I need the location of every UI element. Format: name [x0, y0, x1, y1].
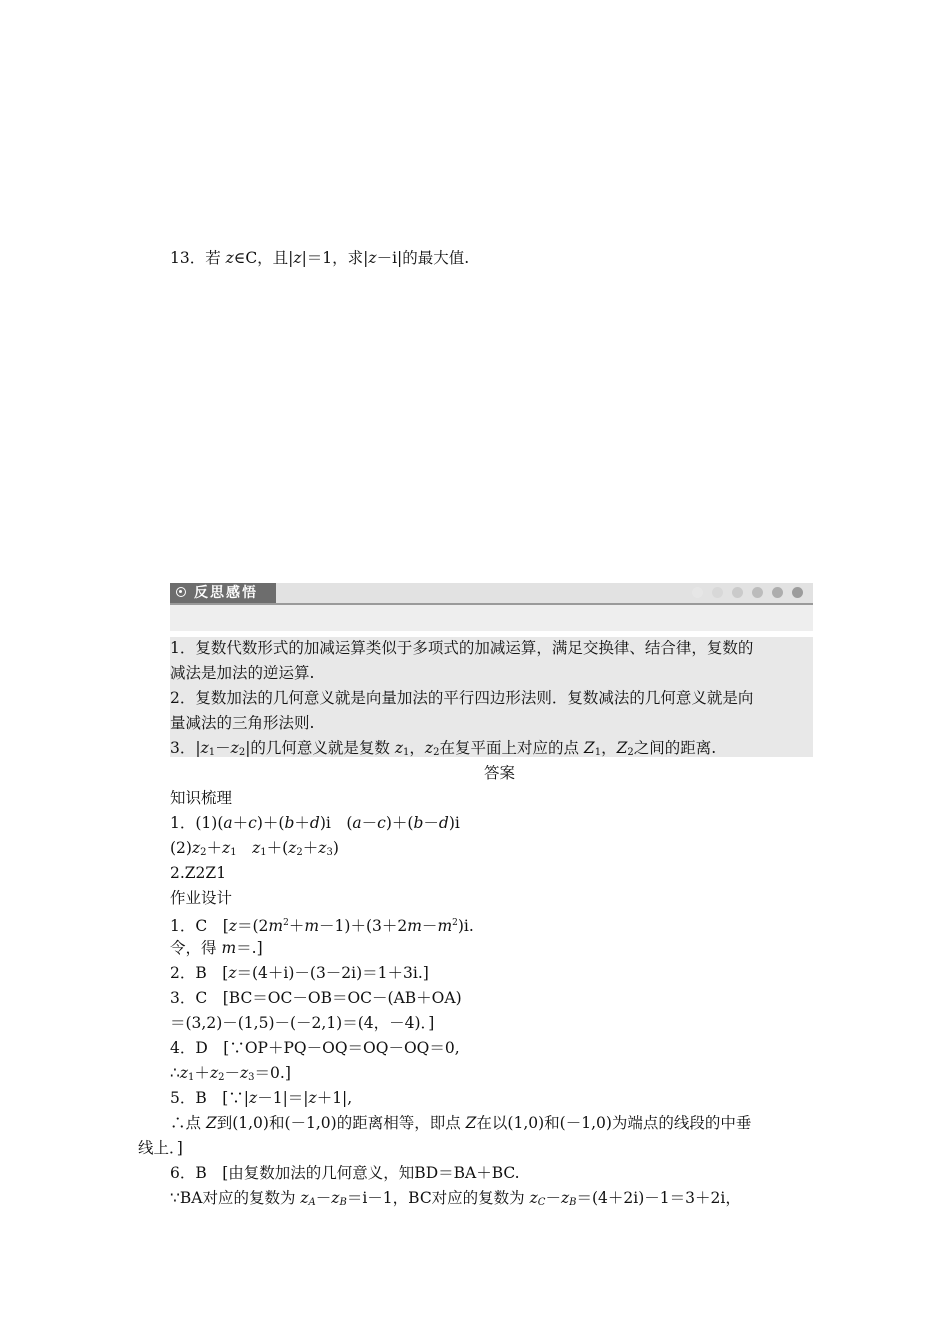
- answer-line-2: $(2)z_2+z_1$ $z_1+(z_2+z_3)$: [170, 839, 339, 858]
- question-13: 13．若 z∈C，且|z|＝1，求|z－i|的最大值.: [170, 249, 470, 267]
- target-circle-icon: [176, 587, 186, 597]
- homework-answer-6a: 6．B [由复数加法的几何意义，知BD＝BA＋BC.: [170, 1164, 520, 1182]
- reflection-point-2a: 2．复数加法的几何意义就是向量加法的平行四边形法则．复数减法的几何意义就是向: [170, 689, 754, 707]
- reflection-point-1b: 减法是加法的逆运算.: [170, 664, 315, 682]
- homework-answer-1b: 令，得 m＝.]: [170, 939, 263, 957]
- section-knowledge: 知识梳理: [170, 789, 233, 807]
- homework-answer-2: 2．B [z＝(4＋i)－(3－2i)＝1＋3i.]: [170, 964, 429, 982]
- reflection-point-1a: 1．复数代数形式的加减运算类似于多项式的加减运算，满足交换律、结合律，复数的: [170, 639, 754, 657]
- homework-answer-3a: 3．C [BC＝OC－OB＝OC－(AB＋OA): [170, 989, 462, 1007]
- reflection-band: [170, 605, 813, 631]
- homework-answer-6b: ∵BA对应的复数为 $z_A-z_B=i-1$，BC对应的复数为 $z_C-z_B=(4+2i)-1=3+2i$，: [170, 1189, 741, 1208]
- decorative-dots: [683, 587, 803, 599]
- reflection-point-3: 3．$|z_1-z_2|$的几何意义就是复数 $z_1$，$z_2$在复平面上对应的点 $Z_1$，$Z_2$之间的距离.: [170, 739, 717, 758]
- reflection-point-2b: 量减法的三角形法则.: [170, 714, 315, 732]
- homework-answer-5a: 5．B [∵|z－1|＝|z＋1|,: [170, 1089, 353, 1107]
- reflection-title: 反思感悟: [194, 585, 258, 601]
- decorative-dot: [772, 587, 783, 598]
- homework-answer-5c: 线上．]: [138, 1139, 183, 1157]
- decorative-dot: [692, 587, 703, 598]
- homework-answer-3b: ＝(3,2)－(1,5)－(－2,1)＝(4，－4)．]: [170, 1014, 435, 1032]
- decorative-dot: [712, 587, 723, 598]
- reflection-tag: [170, 583, 276, 603]
- question-number: 13．: [170, 249, 206, 267]
- answer-line-1: 1．(1)(a＋c)＋(b＋d)i (a－c)＋(b－d)i: [170, 814, 460, 832]
- reflection-banner: [170, 583, 813, 605]
- homework-answer-1: 1．C [$z=(2m^2+m-1)+(3+2m-m^2)i$.: [170, 917, 474, 935]
- homework-answer-5b: ∴点 Z到(1,0)和(－1,0)的距离相等，即点 Z在以(1,0)和(－1,0)为端点的线段的中垂: [170, 1114, 752, 1132]
- homework-answer-4a: 4．D [∵OP＋PQ－OQ＝OQ－OQ＝0,: [170, 1039, 460, 1057]
- homework-answer-4b: $\therefore z_1+z_2-z_3=0$.]: [170, 1064, 291, 1083]
- decorative-dot: [752, 587, 763, 598]
- decorative-dot: [732, 587, 743, 598]
- section-homework: 作业设计: [170, 889, 233, 907]
- answer-line-3: 2.Z2Z1: [170, 864, 227, 882]
- decorative-dot: [792, 587, 803, 598]
- answers-heading: 答案: [484, 764, 516, 782]
